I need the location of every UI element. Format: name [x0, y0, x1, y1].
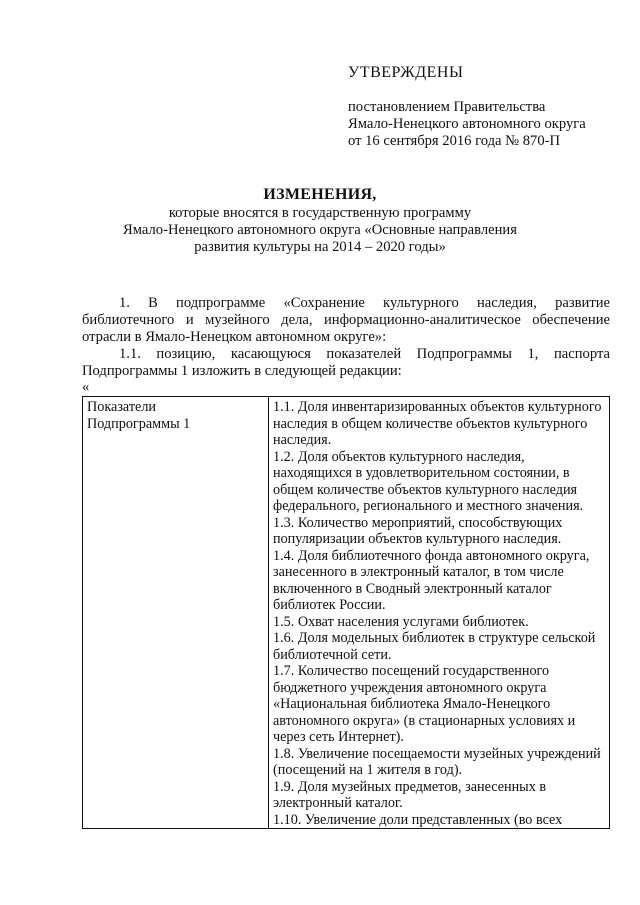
document-subtitle-line: Ямало-Ненецкого автономного округа «Основные направления — [123, 222, 517, 238]
indicator-item: 1.6. Доля модельных библиотек в структуре сельской библиотечной сети. — [273, 630, 596, 663]
label-line: Подпрограммы 1 — [87, 415, 191, 432]
label-line: Показатели — [87, 399, 157, 415]
indicator-item: 1.2. Доля объектов культурного наследия, находящихся в удовлетворительном состоянии, в общем количестве объектов культурного наследия федерального, регионального и местного значения. — [273, 448, 584, 514]
indicators-table — [82, 396, 610, 829]
indicator-item: 1.8. Увеличение посещаемости музейных учреждений (посещений на 1 жителя в год). — [273, 745, 601, 778]
document-body — [82, 295, 610, 394]
indicator-item: 1.7. Количество посещений государственного бюджетного учреждения автономного округа «Национальная библиотека Ямало-Ненецкого автономного округа» (в стационарных условиях и через сеть Интернет). — [273, 663, 576, 745]
approval-block — [348, 64, 618, 150]
approval-title: УТВЕРЖДЕНЫ — [348, 64, 464, 81]
indicator-item: 1.1. Доля инвентаризированных объектов культурного наследия в общем количестве объектов культурного наследия. — [273, 399, 602, 448]
table-row — [83, 397, 610, 829]
indicators-label-cell — [83, 397, 269, 829]
opening-quote: « — [82, 379, 90, 395]
document-title: ИЗМЕНЕНИЯ, — [263, 186, 377, 203]
indicator-item: 1.9. Доля музейных предметов, занесенных в электронный каталог. — [273, 778, 547, 811]
indicator-item: 1.4. Доля библиотечного фонда автономного округа, занесенного в электронный каталог, в том числе включенного в Сводный электронный каталог библиотек России. — [273, 547, 590, 613]
approval-line: Ямало-Ненецкого автономного округа — [348, 116, 586, 132]
indicator-item: 1.5. Охват населения услугами библиотек. — [273, 613, 529, 630]
document-heading — [0, 185, 640, 256]
approval-line: постановлением Правительства — [348, 99, 546, 115]
paragraph-1-1: 1.1. позицию, касающуюся показателей Подпрограммы 1, паспорта Подпрограммы 1 изложить в следующей редакции: — [82, 346, 610, 379]
paragraph-1: 1. В подпрограмме «Сохранение культурного наследия, развитие библиотечного и музейного дела, информационно-аналитическое обеспечение отрасли в Ямало-Ненецком автономном округе»: — [82, 295, 610, 345]
indicator-item: 1.10. Увеличение доли представленных (во всех — [273, 811, 563, 828]
document-subtitle-line: которые вносятся в государственную программу — [168, 205, 472, 221]
indicators-list-cell — [269, 397, 610, 829]
document-subtitle-line: развития культуры на 2014 – 2020 годы» — [194, 239, 446, 255]
indicator-item: 1.3. Количество мероприятий, способствующих популяризации объектов культурного наследия. — [273, 514, 563, 547]
approval-line: от 16 сентября 2016 года № 870-П — [348, 133, 561, 149]
